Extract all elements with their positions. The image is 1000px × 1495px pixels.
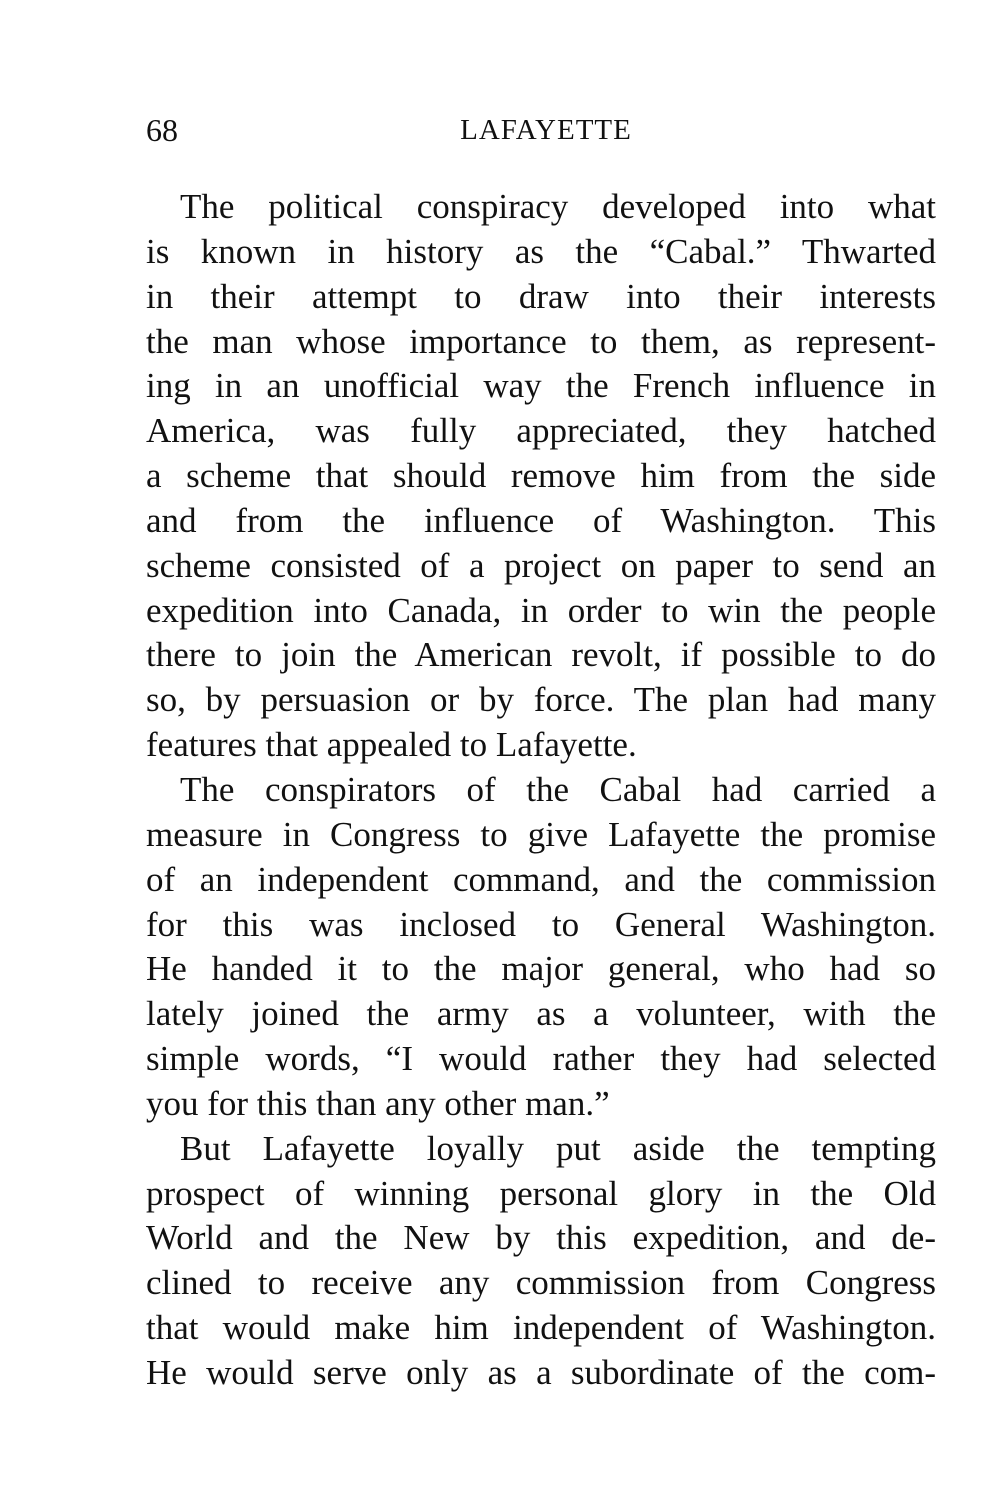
text-line: that would make him independent of Washington. [146,1308,936,1348]
running-head [146,108,936,152]
text-line: there to join the American revolt, if possible to do [146,635,936,675]
text-line: clined to receive any commission from Congress [146,1263,936,1303]
text-line: World and the New by this expedition, and de- [146,1218,936,1258]
text-line: America, was fully appreciated, they hatched [146,411,936,451]
running-title: LAFAYETTE [460,114,632,146]
text-line: you for this than any other man.” [146,1083,610,1123]
text-line: But Lafayette loyally put aside the tempting [180,1128,936,1168]
text-line: so, by persuasion or by force. The plan had many [146,680,936,720]
text-line: for this was inclosed to General Washington. [146,904,936,944]
text-line: of an independent command, and the commission [146,859,936,899]
text-line: The conspirators of the Cabal had carried a [180,769,936,809]
text-line: prospect of winning personal glory in the Old [146,1173,936,1213]
text-line: is known in history as the “Cabal.” Thwarted [146,231,936,271]
text-line: expedition into Canada, in order to win the people [146,590,936,630]
text-line: The political conspiracy developed into what [180,187,936,226]
text-line: He handed it to the major general, who had so [146,949,936,989]
text-line: lately joined the army as a volunteer, with the [146,994,936,1034]
text-line: simple words, “I would rather they had selected [146,1039,936,1079]
text-line: and from the influence of Washington. This [146,500,936,540]
text-line: He would serve only as a subordinate of the com- [146,1352,936,1392]
text-line: features that appealed to Lafayette. [146,725,637,765]
text-line: scheme consisted of a project on paper to send an [146,545,936,585]
text-line: ing in an unofficial way the French influence in [146,366,936,406]
text-line: in their attempt to draw into their interests [146,276,936,316]
text-line: measure in Congress to give Lafayette the promise [146,814,936,854]
body-text [146,185,936,1396]
text-line: the man whose importance to them, as represent- [146,321,936,361]
page-number: 68 [146,112,178,148]
text-line: a scheme that should remove him from the side [146,456,936,496]
